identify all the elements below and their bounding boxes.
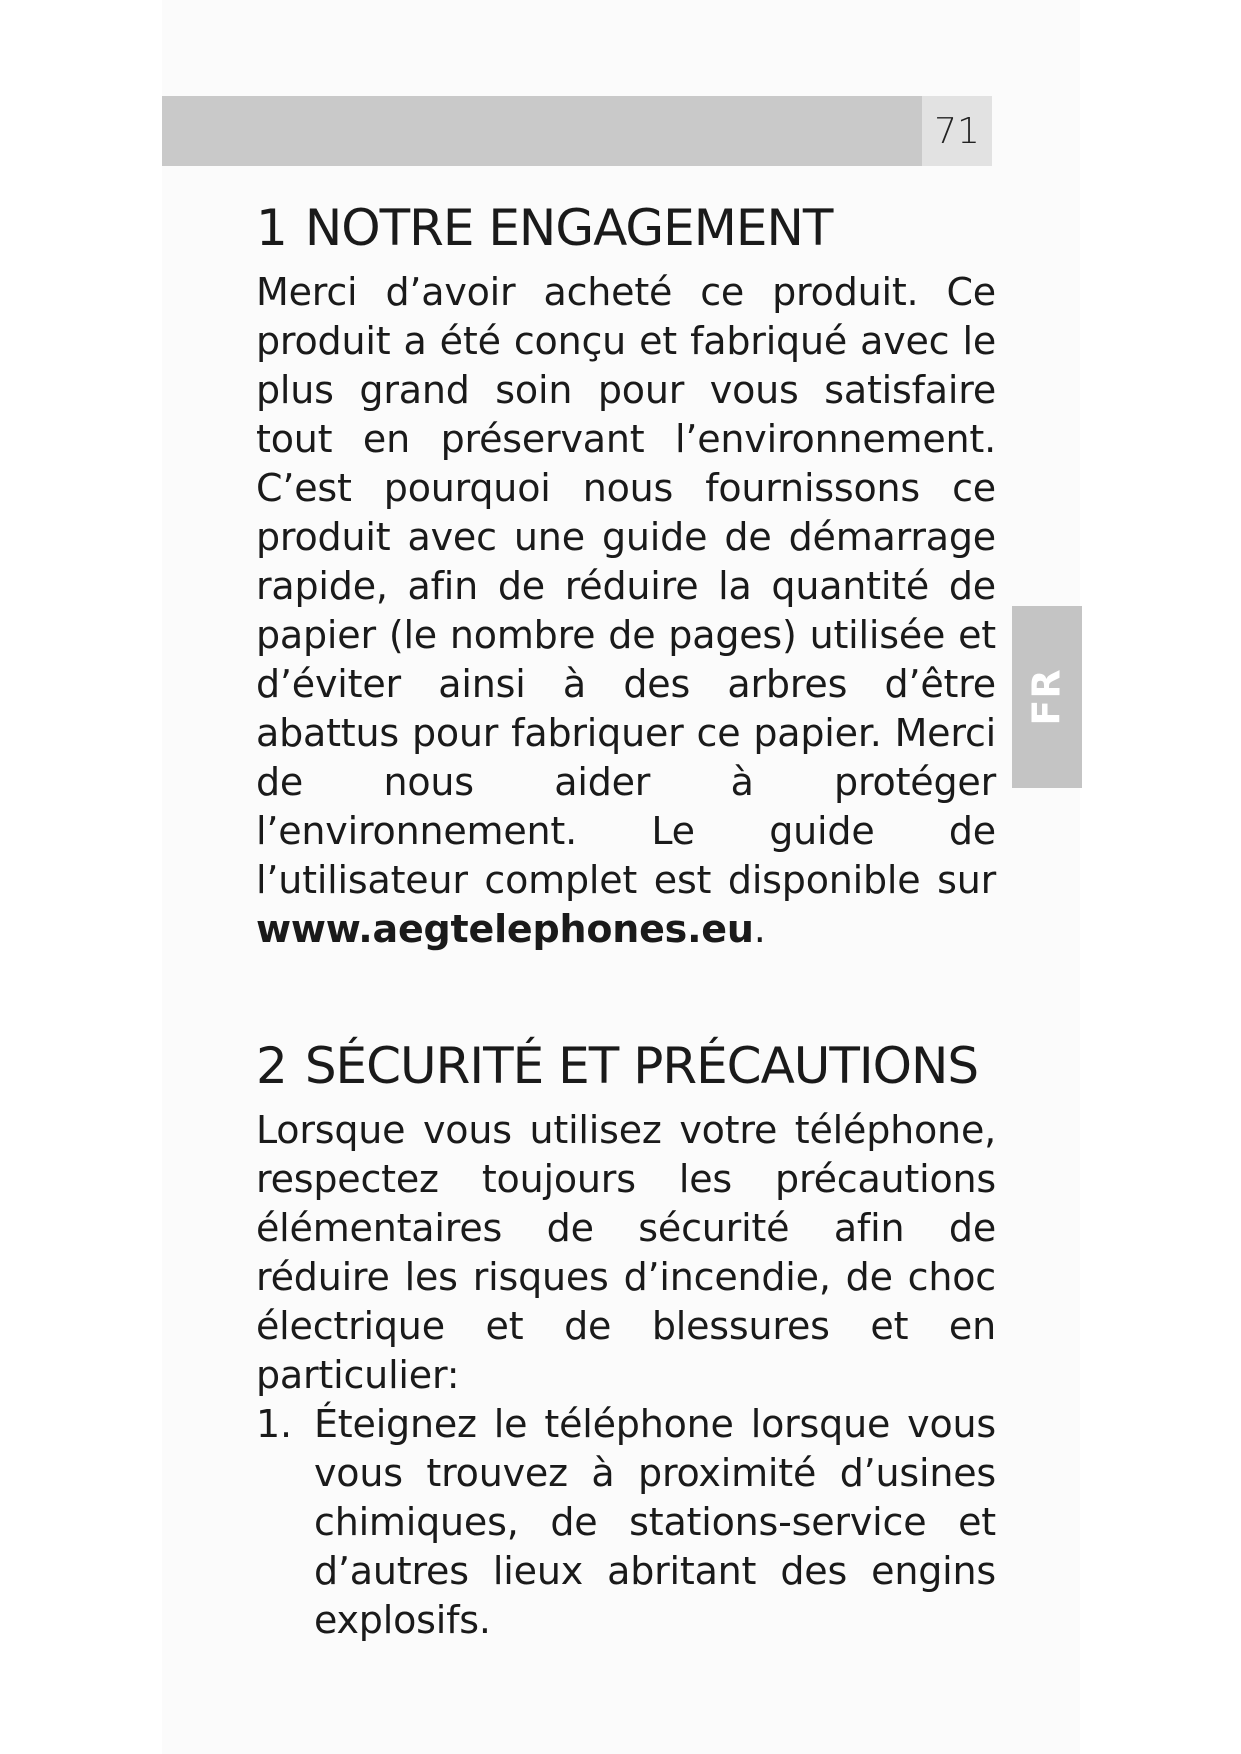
section-1-heading: NOTRE ENGAGEMENT bbox=[304, 199, 833, 257]
page-number: 71 bbox=[922, 96, 992, 166]
section-1-title bbox=[256, 196, 996, 260]
section-1-number: 1 bbox=[256, 199, 287, 257]
section-1-trailing-period: . bbox=[753, 907, 766, 951]
section-2-title bbox=[256, 1034, 996, 1098]
precautions-list bbox=[256, 1400, 996, 1645]
page-content bbox=[256, 196, 996, 1645]
section-2-number: 2 bbox=[256, 1037, 287, 1095]
section-1-body bbox=[256, 268, 996, 954]
precaution-item-number: 1. bbox=[256, 1402, 292, 1446]
language-tab bbox=[1012, 606, 1082, 788]
website-link[interactable]: www.aegtelephones.eu bbox=[256, 907, 754, 951]
section-2-intro: Lorsque vous utilisez votre téléphone, respectez toujours les précautions élémentaires de sécurité afin de réduire les risques d’incendie, de choc électrique et de blessures et en particulier: bbox=[256, 1108, 996, 1397]
precaution-item-text: Éteignez le téléphone lorsque vous vous trouvez à proximité d’usines chimiques, de stations-service et d’autres lieux abritant des engins explosifs. bbox=[314, 1402, 996, 1642]
section-commitment bbox=[256, 196, 996, 954]
language-tab-label: FR bbox=[1025, 668, 1069, 726]
precaution-item bbox=[256, 1400, 996, 1645]
header-bar bbox=[162, 96, 922, 166]
section-2-heading: SÉCURITÉ ET PRÉCAUTIONS bbox=[304, 1037, 979, 1095]
section-safety bbox=[256, 1034, 996, 1645]
section-1-text: Merci d’avoir acheté ce produit. Ce produit a été conçu et fabriqué avec le plus grand soin pour vous satisfaire tout en préservant l’environnement. C’est pourquoi nous fournissons ce produit avec une guide de démarrage rapide, afin de réduire la quantité de papier (le nombre de pages) utilisée et d’éviter ainsi à des arbres d’être abattus pour fabriquer ce papier. Merci de nous aider à protéger l’environnement. Le guide de l’utilisateur complet est disponible sur bbox=[256, 270, 996, 902]
